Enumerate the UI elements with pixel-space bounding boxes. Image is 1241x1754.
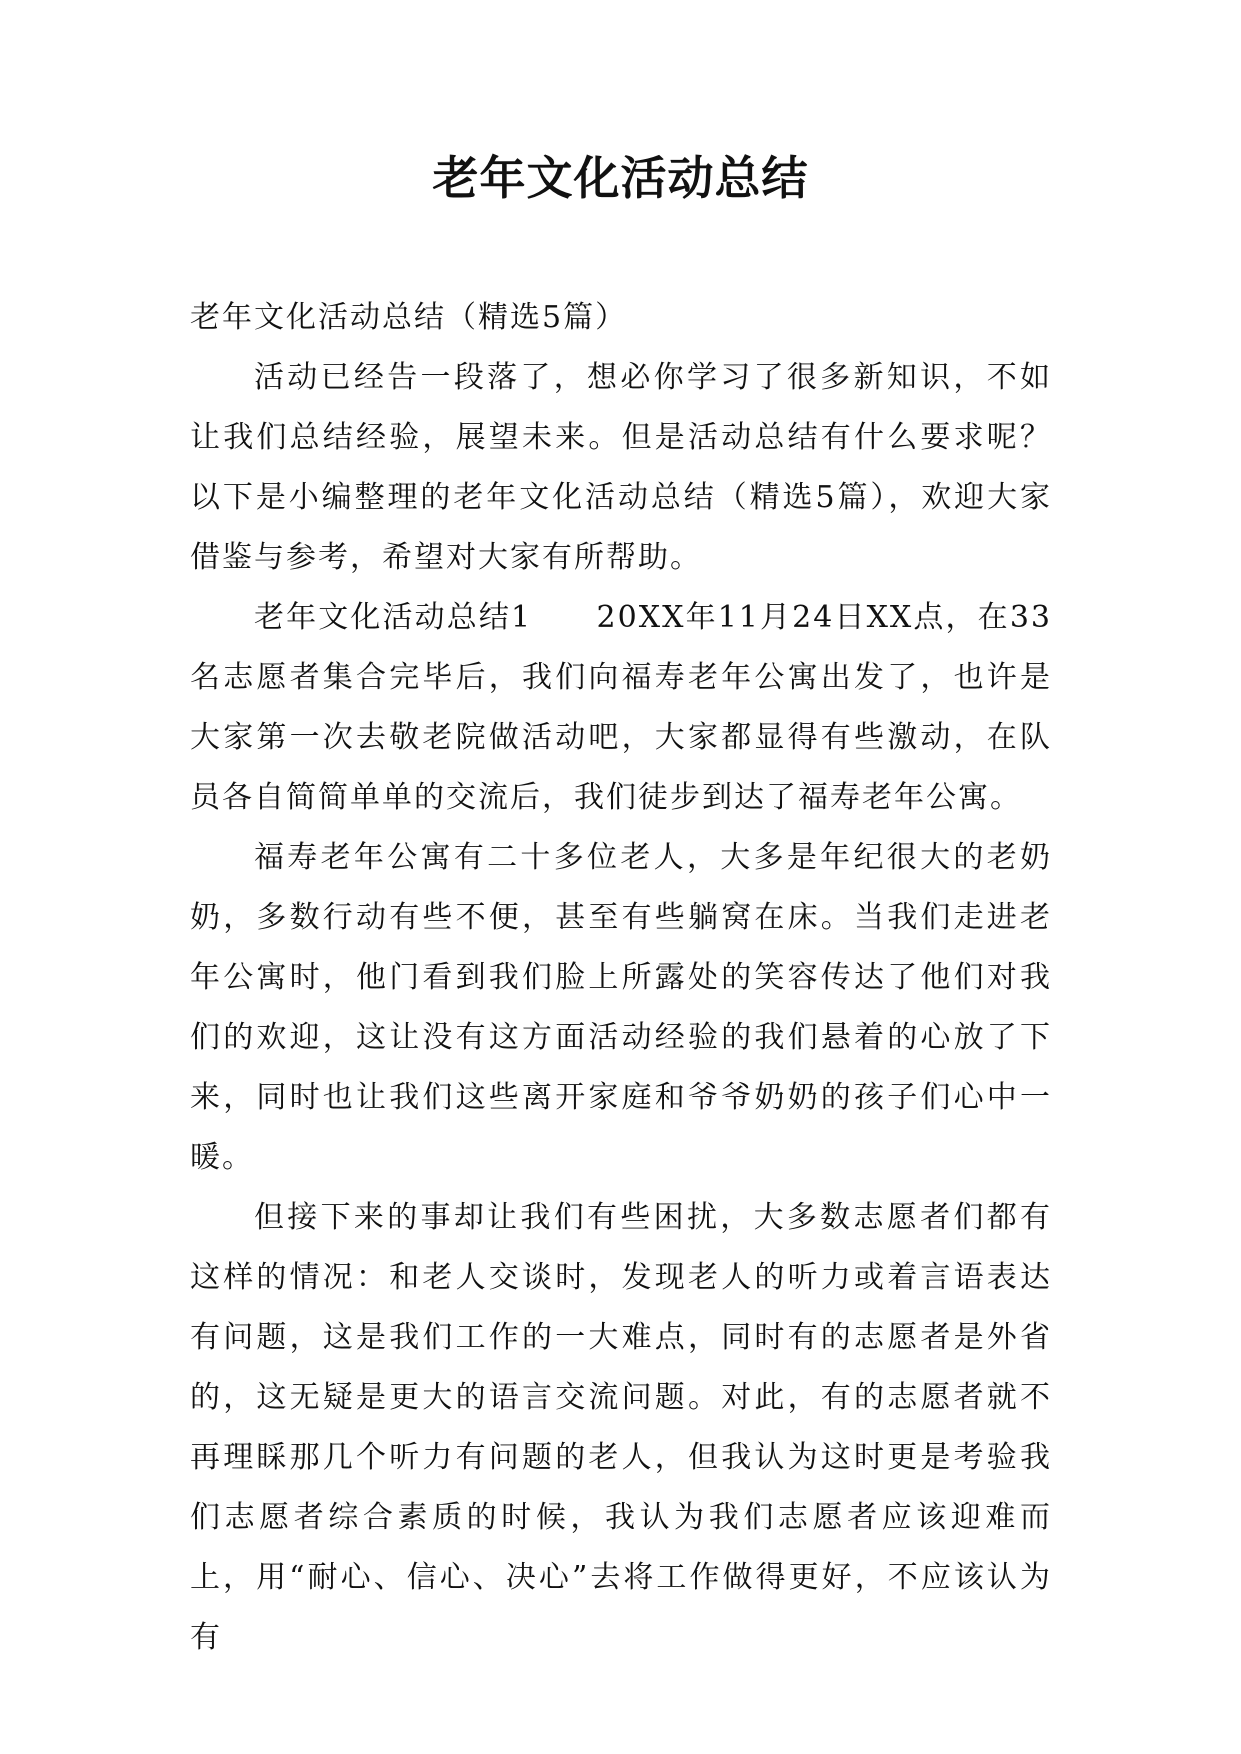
difficulties-paragraph: 但接下来的事却让我们有些困扰，大多数志愿者们都有这样的情况：和老人交谈时，发现老人的听力或着言语表达有问题，这是我们工作的一大难点，同时有的志愿者是外省的，这无疑是更大的语言交流问题。对此，有的志愿者就不再理睬那几个听力有问题的老人，但我认为这时更是考验我们志愿者综合素质的时候，我认为我们志愿者应该迎难而上，用“耐心、信心、决心”去将工作做得更好，不应该认为有 bbox=[190, 1200, 1052, 1655]
intro-paragraph: 活动已经告一段落了，想必你学习了很多新知识，不如让我们总结经验，展望未来。但是活动总结有什么要求呢？以下是小编整理的老年文化活动总结（精选5篇），欢迎大家借鉴与参考，希望对大家有所帮助。 bbox=[190, 360, 1052, 575]
document-title: 老年文化活动总结 bbox=[432, 151, 809, 205]
summary-1-paragraph: 老年文化活动总结1 20XX年11月24日XX点，在33名志愿者集合完毕后，我们向福寿老年公寓出发了，也许是大家第一次去敬老院做活动吧，大家都显得有些激动，在队员各自简简单单的交流后，我们徒步到达了福寿老年公寓。 bbox=[190, 600, 1052, 815]
elderly-home-paragraph: 福寿老年公寓有二十多位老人，大多是年纪很大的老奶奶，多数行动有些不便，甚至有些躺窝在床。当我们走进老年公寓时，他门看到我们脸上所露处的笑容传达了他们对我们的欢迎，这让没有这方面活动经验的我们悬着的心放了下来，同时也让我们这些离开家庭和爷爷奶奶的孩子们心中一暖。 bbox=[190, 840, 1052, 1175]
subtitle-paragraph: 老年文化活动总结（精选5篇） bbox=[190, 300, 628, 335]
document-body bbox=[190, 288, 1052, 1668]
